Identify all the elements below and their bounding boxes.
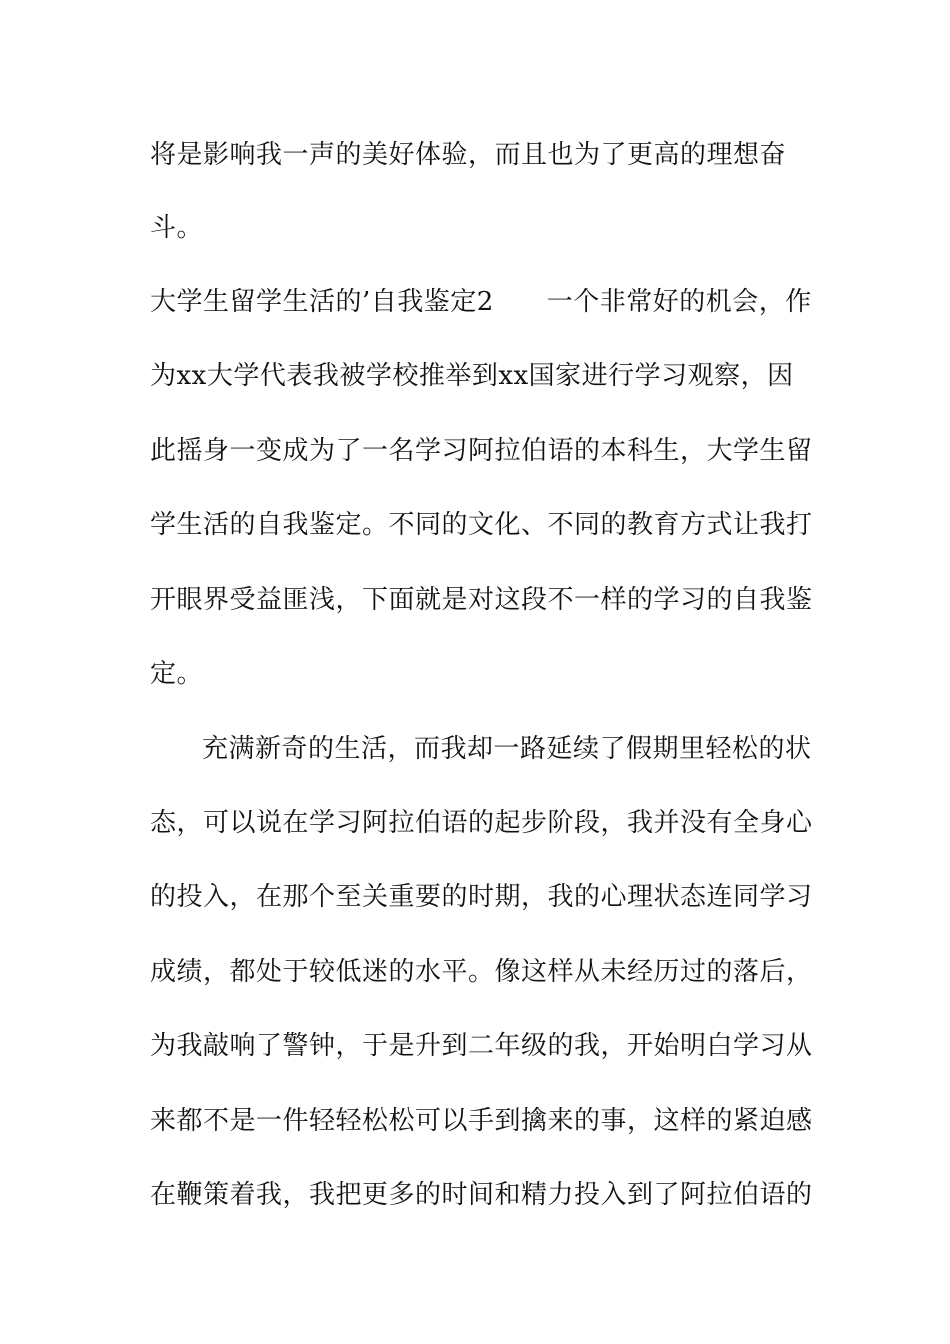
text-line: 斗。 xyxy=(150,213,204,243)
section-heading-line: 大学生留学生活的’自我鉴定2 一个非常好的机会，作 xyxy=(150,287,812,317)
text-line: 为我敲响了警钟，于是升到二年级的我，开始明白学习从 xyxy=(150,1031,813,1061)
text-line: 将是影响我一声的美好体验，而且也为了更高的理想奋 xyxy=(150,140,787,170)
text-line: 成绩，都处于较低迷的水平。像这样从未经历过的落后， xyxy=(150,957,813,987)
paragraph-first-line: 充满新奇的生活，而我却一路延续了假期里轻松的状 xyxy=(202,734,812,764)
text-line: 为xx大学代表我被学校推举到xx国家进行学习观察，因 xyxy=(150,361,794,391)
text-line: 在鞭策着我，我把更多的时间和精力投入到了阿拉伯语的 xyxy=(150,1180,813,1210)
text-line: 开眼界受益匪浅，下面就是对这段不一样的学习的自我鉴 xyxy=(150,585,813,615)
text-line: 此摇身一变成为了一名学习阿拉伯语的本科生，大学生留 xyxy=(150,436,813,466)
text-line: 态，可以说在学习阿拉伯语的起步阶段，我并没有全身心 xyxy=(150,808,813,838)
text-line: 的投入，在那个至关重要的时期，我的心理状态连同学习 xyxy=(150,882,813,912)
text-line: 定。 xyxy=(150,659,204,689)
text-line: 学生活的自我鉴定。不同的文化、不同的教育方式让我打 xyxy=(150,510,813,540)
text-line: 来都不是一件轻轻松松可以手到擒来的事，这样的紧迫感 xyxy=(150,1106,813,1136)
